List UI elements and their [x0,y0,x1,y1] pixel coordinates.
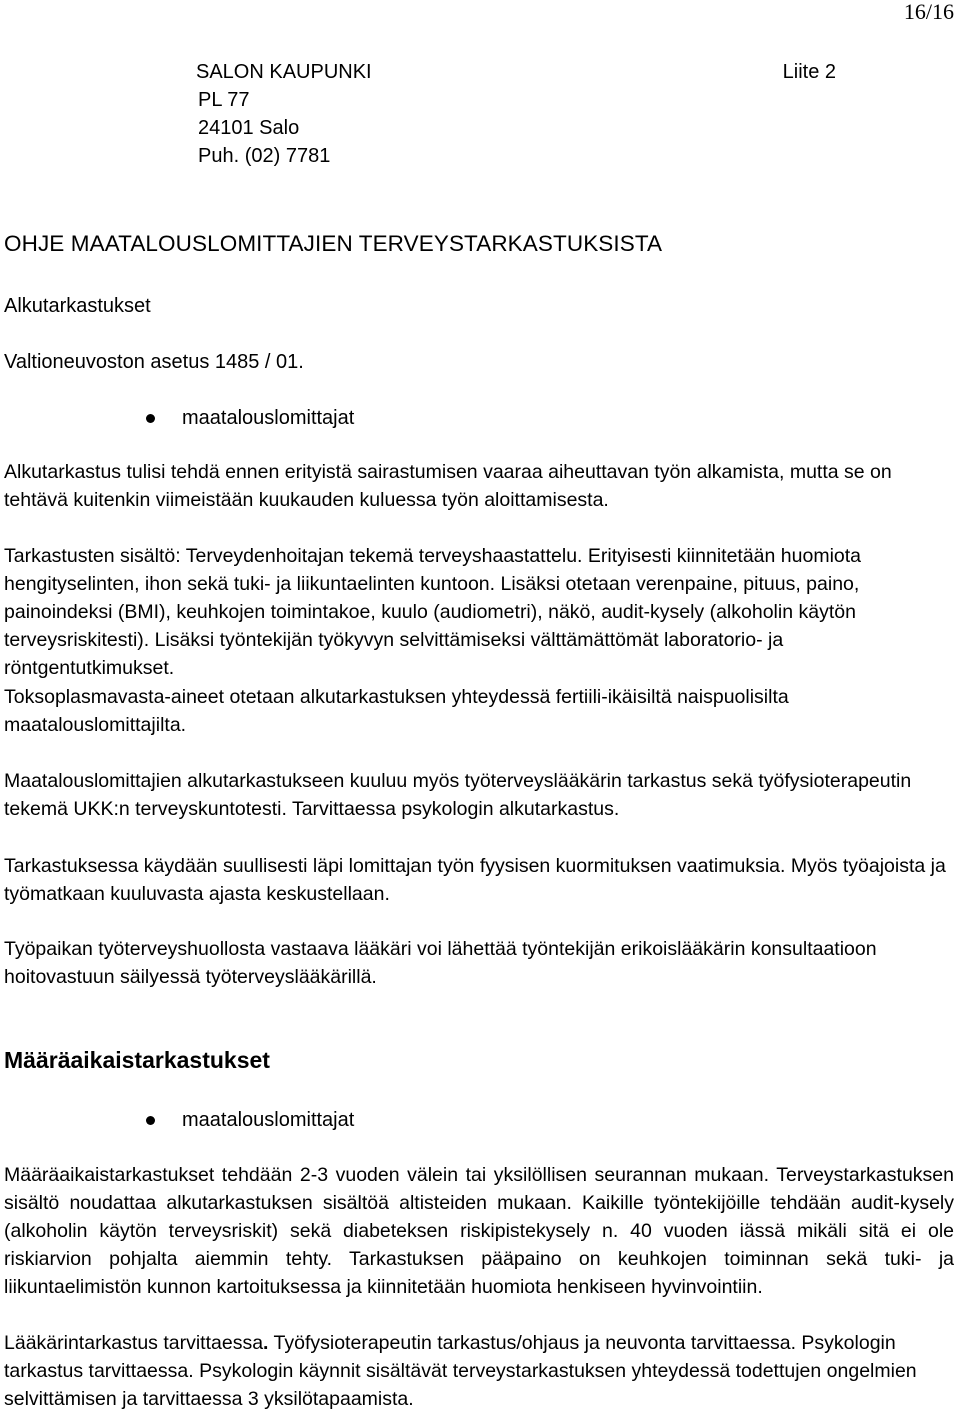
decree-reference: Valtioneuvoston asetus 1485 / 01. [4,351,304,373]
bullet-text: maatalouslomittajat [182,407,355,429]
followup-lead: Lääkärintarkastus tarvittaessa [4,1332,264,1354]
bullet-icon [146,414,155,423]
postal-address: 24101 Salo [198,117,300,139]
followup-rest: Työfysioterapeutin tarkastus/ohjaus ja neuvonta tarvittaessa. Psykologin tarkastus tarvittaessa. Psykologin käynnit sisältävät terveystarkastuksen yhteydessä todettujen ongelmien selvittämisen ja tarvittaessa 3 yksilötapaamista. [4,1332,917,1410]
page-number: 16/16 [903,0,954,24]
followup-period: . [263,1332,269,1354]
bullet-icon [146,1116,155,1125]
section-heading-initial: Alkutarkastukset [4,295,151,317]
paragraph-workload: Tarkastuksessa käydään suullisesti läpi lomittajan työn fyysisen kuormituksen vaatimuksia. Myös työajoista ja työmatkaan kuuluvasta ajasta keskustellaan. [4,855,946,905]
document-title: OHJE MAATALOUSLOMITTAJIEN TERVEYSTARKASTUKSISTA [4,231,663,256]
address-block [196,58,836,170]
org-name: SALON KAUPUNKI [196,61,372,83]
paragraph-referral: Työpaikan työterveyshuollosta vastaava lääkäri voi lähettää työntekijän erikoislääkärin konsultaatioon hoitovastuun säilyessä työterveyslääkärillä. [4,938,877,988]
paragraph-toxoplasma: Toksoplasmavasta-aineet otetaan alkutarkastuksen yhteydessä fertiili-ikäisiltä naispuolisilta maatalouslomittajilta. [4,686,789,736]
po-box: PL 77 [198,89,250,111]
paragraph-physician: Maatalouslomittajien alkutarkastukseen kuuluu myös työterveyslääkärin tarkastus sekä työfysioterapeutin tekemä UKK:n terveyskuntotesti. Tarvittaessa psykologin alkutarkastus. [4,770,912,820]
phone: Puh. (02) 7781 [198,145,331,167]
appendix-label: Liite 2 [782,61,836,83]
paragraph-timing: Alkutarkastus tulisi tehdä ennen erityistä sairastumisen vaaraa aiheuttavan työn alkamista, mutta se on tehtävä kuitenkin viimeistään kuukauden kuluessa työn aloittamisesta. [4,461,892,511]
bullet-text: maatalouslomittajat [182,1109,355,1131]
section-heading-periodic: Määräaikaistarkastukset [4,1047,270,1073]
paragraph-contents: Tarkastusten sisältö: Terveydenhoitajan tekemä terveyshaastattelu. Erityisesti kiinnitetään huomiota hengityselinten, ihon sekä tuki- ja liikuntaelinten kuntoon. Lisäksi otetaan verenpaine, pituus, paino, painoindeksi (BMI), keuhkojen toimintakoe, kuulo (audiometri), näkö, audit-kysely (alkoholin käytön terveysriskitesti). Lisäksi työntekijän työkyvyn selvittämiseksi välttämättömät laboratorio- ja röntgentutkimukset. [4,545,862,679]
paragraph-followup [4,1329,954,1413]
paragraph-periodic: Määräaikaistarkastukset tehdään 2-3 vuoden välein tai yksilöllisen seurannan mukaan. Terveystarkastuksen sisältö noudattaa alkutarkastuksen sisältöä altisteiden mukaan. Kaikille työntekijöille tehdään audit-kysely (alkoholin käytön terveysriskit) sekä diabeteksen riskipistekysely n. 40 vuoden iässä mikäli sitä ei ole riskiarvion pohjalta aiemmin tehty. Tarkastuksen pääpaino on keuhkojen toiminnan sekä tuki- ja liikuntaelimistön kunnon kartoituksessa ja kiinnitetään huomiota henkiseen hyvinvointiin. [4,1164,954,1298]
